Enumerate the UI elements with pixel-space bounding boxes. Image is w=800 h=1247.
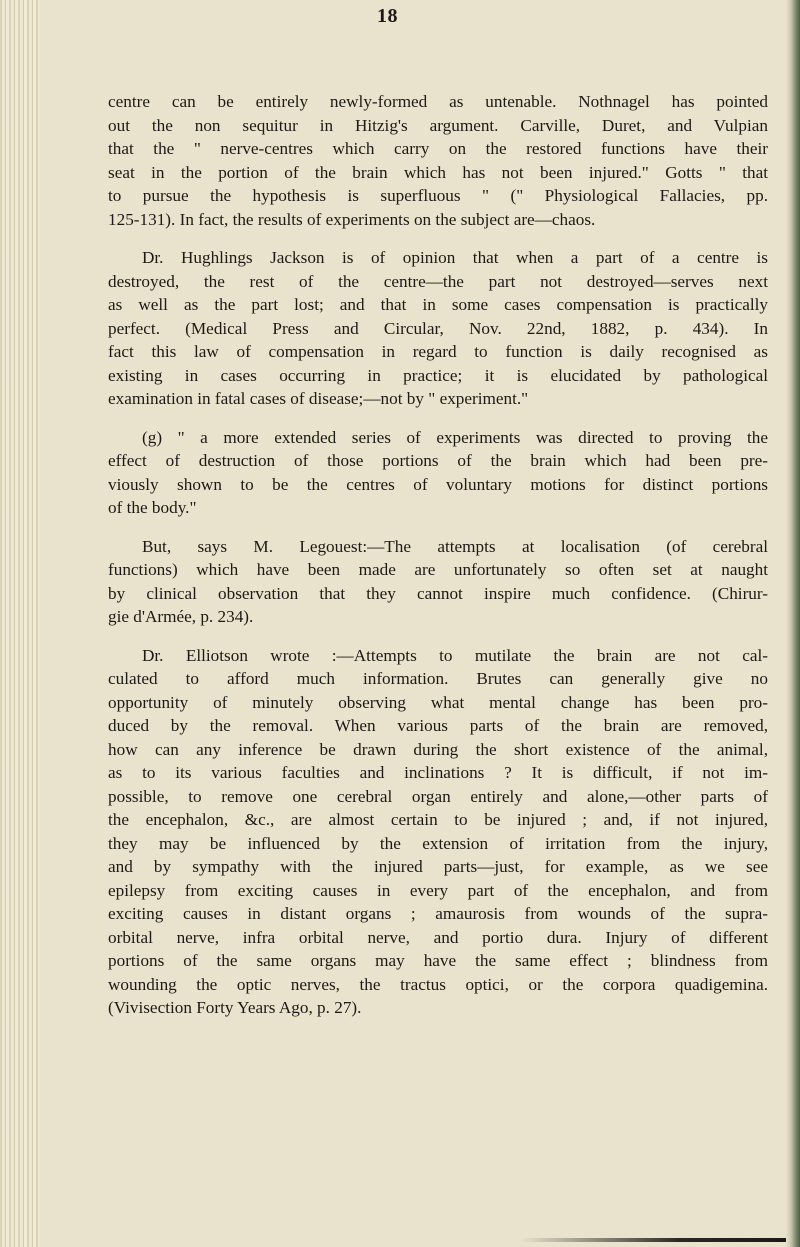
text-line: orbital nerve, infra orbital nerve, and portio dura. Injury of different bbox=[108, 927, 768, 947]
text-line: existing in cases occurring in practice; it is elucidated by pathological bbox=[108, 365, 768, 385]
text-line: functions) which have been made are unfortunately so often set at naught bbox=[108, 560, 768, 579]
text-line: Dr. Elliotson wrote :—Attempts to mutilate the brain are not cal- bbox=[142, 645, 768, 665]
text-line: examination in fatal cases of disease;—not by " experiment." bbox=[108, 389, 529, 408]
text-line: 125-131). In fact, the results of experiments on the subject are—chaos. bbox=[108, 209, 596, 229]
text-line: destroyed, the rest of the centre—the part not destroyed—serves next bbox=[108, 271, 768, 291]
paragraph-3 bbox=[108, 426, 768, 520]
text-line: exciting causes in distant organs ; amaurosis from wounds of the supra- bbox=[108, 904, 768, 923]
text-line: Dr. Hughlings Jackson is of opinion that when a part of a centre is bbox=[142, 248, 768, 267]
text-line: to pursue the hypothesis is superfluous " (" Physiological Fallacies, pp. bbox=[108, 186, 768, 205]
text-line: how can any inference be drawn during the short existence of the animal, bbox=[108, 739, 768, 759]
text-line: possible, to remove one cerebral organ entirely and alone,—other parts of bbox=[108, 786, 768, 806]
text-line: viously shown to be the centres of voluntary motions for distinct portions bbox=[108, 474, 768, 494]
text-line: But, says M. Legouest:—The attempts at localisation (of cerebral bbox=[142, 536, 768, 556]
text-line: out the non sequitur in Hitzig's argument. Carville, Duret, and Vulpian bbox=[108, 115, 768, 135]
text-line: culated to afford much information. Brutes can generally give no bbox=[108, 669, 768, 688]
text-line: (g) " a more extended series of experiments was directed to proving the bbox=[142, 427, 768, 447]
page-right-edge bbox=[786, 0, 800, 1247]
text-line: perfect. (Medical Press and Circular, Nov. 22nd, 1882, p. 434). In bbox=[108, 318, 768, 338]
paragraph-4 bbox=[108, 535, 768, 629]
page-body bbox=[108, 90, 768, 1035]
text-line: epilepsy from exciting causes in every part of the encephalon, and from bbox=[108, 880, 768, 900]
text-line: gie d'Armée, p. 234). bbox=[108, 607, 254, 626]
text-line: opportunity of minutely observing what mental change has been pro- bbox=[108, 692, 768, 712]
text-line: as well as the part lost; and that in some cases compensation is practically bbox=[108, 295, 768, 314]
book-binding-edge bbox=[0, 0, 40, 1247]
text-line: portions of the same organs may have the same effect ; blindness from bbox=[108, 951, 768, 970]
page-bottom-shadow bbox=[520, 1238, 786, 1242]
text-line: wounding the optic nerves, the tractus optici, or the corpora quadigemina. bbox=[108, 974, 768, 994]
paragraph-1 bbox=[108, 90, 768, 231]
text-line: of the body." bbox=[108, 498, 197, 517]
text-line: fact this law of compensation in regard to function is daily recognised as bbox=[108, 342, 768, 361]
text-line: (Vivisection Forty Years Ago, p. 27). bbox=[108, 998, 362, 1017]
paragraph-2 bbox=[108, 246, 768, 411]
page-number: 18 bbox=[377, 5, 398, 27]
text-line: that the " nerve-centres which carry on the restored functions have their bbox=[108, 139, 768, 158]
text-line: and by sympathy with the injured parts—just, for example, as we see bbox=[108, 857, 768, 876]
text-line: they may be influenced by the extension of irritation from the injury, bbox=[108, 833, 768, 853]
text-line: duced by the removal. When various parts of the brain are removed, bbox=[108, 716, 768, 735]
text-line: centre can be entirely newly-formed as untenable. Nothnagel has pointed bbox=[108, 92, 768, 111]
paragraph-5 bbox=[108, 644, 768, 1020]
text-line: as to its various faculties and inclinations ? It is difficult, if not im- bbox=[108, 763, 768, 782]
text-line: effect of destruction of those portions of the brain which had been pre- bbox=[108, 451, 768, 470]
text-line: the encephalon, &c., are almost certain to be injured ; and, if not injured, bbox=[108, 810, 768, 829]
text-line: seat in the portion of the brain which has not been injured." Gotts " that bbox=[108, 162, 768, 182]
text-line: by clinical observation that they cannot inspire much confidence. (Chirur- bbox=[108, 583, 768, 603]
